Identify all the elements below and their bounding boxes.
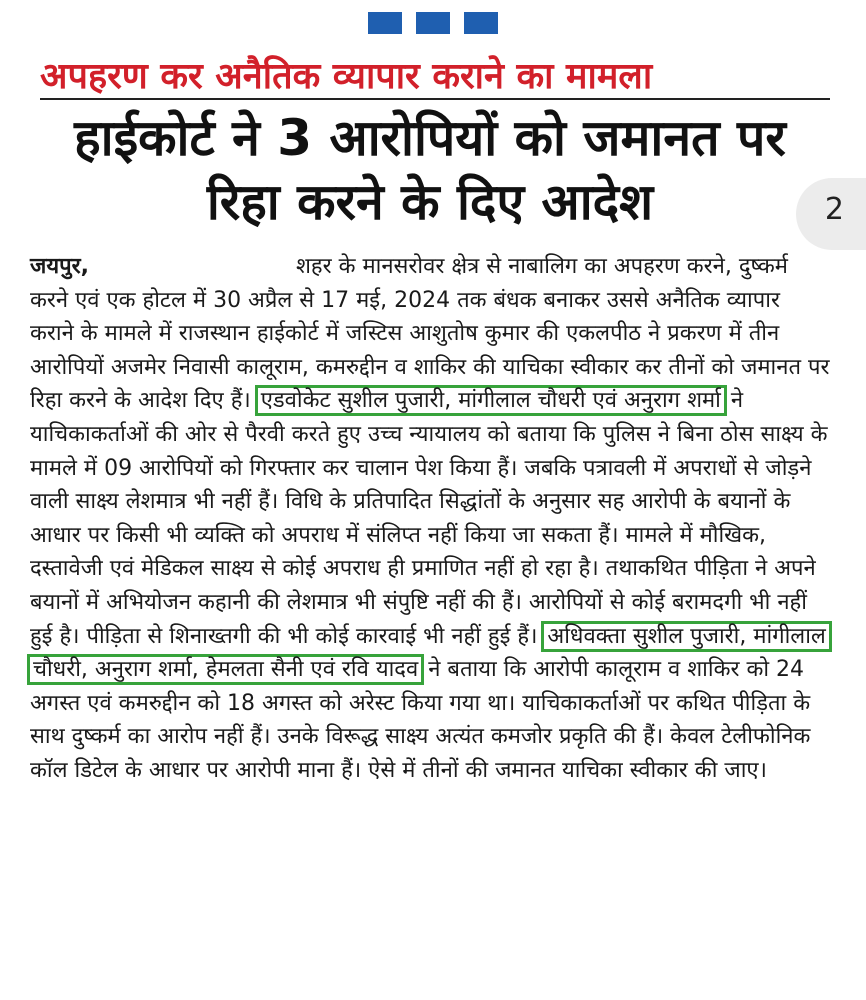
top-decoration [0, 0, 866, 40]
highlighted-names: अधिवक्ता सुशील पुजारी, मांगीलाल चौधरी, अनुराग शर्मा, हेमलता सैनी एवं रवि यादव [27, 621, 832, 686]
page-number: 2 [824, 192, 844, 227]
article-text: ने याचिकाकर्ताओं की ओर से पैरवी करते हुए उच्च न्यायालय को बताया कि पुलिस ने बिना ठोस साक्ष्य के मामले में 09 आरोपियों को गिरफ्तार कर चालान पेश किया हैं। जबकि पत्रावली में अपराधों से जोड़ने वाली साक्ष्य लेशमात्र भी नहीं हैं। विधि के प्रतिपादित सिद्धांतों के अनुसार सह आरोपी के बयानों के आधार पर किसी भी व्यक्ति को अपराध में संलिप्त नहीं किया जा सकता हैं। मामले में मौखिक, दस्तावेजी एवं मेडिकल साक्ष्य से कोई अपराध ही प्रमाणित नहीं हो रहा है। तथाकथित पीड़िता ने अपने बयानों में अभियोजन कहानी की लेशमात्र भी संपुष्टि नहीं की हैं। आरोपियों से कोई बरामदगी भी नहीं हुई है। पीड़िता से शिनाख्तगी की भी कोई कारवाई भी नहीं हुई हैं। [30, 388, 828, 649]
kicker-headline: अपहरण कर अनैतिक व्यापार कराने का मामला [40, 56, 653, 97]
blue-square [464, 12, 498, 34]
divider [40, 98, 830, 100]
article-text: ने बताया कि आरोपी कालूराम व शाकिर को 24 अगस्त एवं कमरुद्दीन को 18 अगस्त को अरेस्ट किया गया था। याचिकाकर्ताओं पर कथित पीड़िता के साथ दुष्कर्म का आरोप नहीं हैं। उनके विरूद्ध साक्ष्य अत्यंत कमजोर प्रकृति की हैं। केवल टेलीफोनिक कॉल डिटेल के आधार पर आरोपी माना हैं। ऐसे में तीनों की जमानत याचिका स्वीकार की जाए। [30, 657, 811, 783]
dateline: जयपुर, [30, 254, 89, 279]
article-body [30, 250, 830, 788]
article-text: शहर के मानसरोवर क्षेत्र से नाबालिग का अपहरण करने, दुष्कर्म करने एवं एक होटल में 30 अप्रैल से 17 मई, 2024 तक बंधक बनाकर उससे अनैतिक व्यापार कराने के मामले में राजस्थान हाईकोर्ट में जस्टिस आशुतोष कुमार की एकलपीठ ने प्रकरण में तीन आरोपियों अजमेर निवासी कालूराम, कमरुद्दीन व शाकिर की याचिका स्वीकार कर तीनों को जमानत पर रिहा करने के आदेश दिए हैं। [30, 254, 830, 414]
blue-square [368, 12, 402, 34]
highlighted-names: एडवोकेट सुशील पुजारी, मांगीलाल चौधरी एवं अनुराग शर्मा [255, 385, 727, 416]
blue-square [416, 12, 450, 34]
main-headline: हाईकोर्ट ने 3 आरोपियों को जमानत पर रिहा करने के दिए आदेश [74, 109, 786, 231]
